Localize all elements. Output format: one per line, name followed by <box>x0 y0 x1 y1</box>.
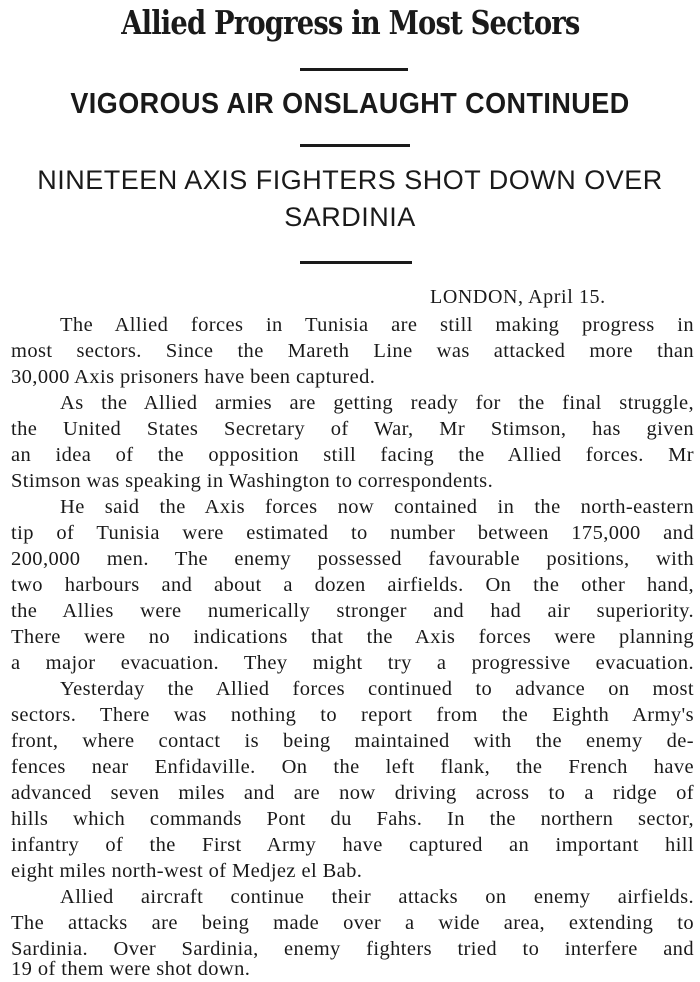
headline-divider <box>300 68 408 71</box>
body-line: Allied aircraft continue their attacks on enemy airfields. <box>60 886 694 908</box>
body-line: infantry of the First Army have captured an important hill <box>11 834 694 856</box>
body-line: 19 of them were shot down. <box>11 958 251 980</box>
body-line: most sectors. Since the Mareth Line was attacked more than <box>11 340 694 362</box>
body-line: an idea of the opposition still facing the Allied forces. Mr <box>11 444 694 466</box>
body-line: fences near Enfidaville. On the left flank, the French have <box>11 756 694 778</box>
dateline: LONDON, April 15. <box>430 286 606 308</box>
body-line: 200,000 men. The enemy possessed favourable positions, with <box>11 548 694 570</box>
deck-line: SARDINIA <box>284 202 416 232</box>
body-line: The Allied forces in Tunisia are still making progress in <box>60 314 694 336</box>
deck-line: NINETEEN AXIS FIGHTERS SHOT DOWN OVER <box>37 165 663 195</box>
body-line: eight miles north-west of Medjez el Bab. <box>11 860 363 882</box>
body-line: two harbours and about a dozen airfields. On the other hand, <box>11 574 694 596</box>
body-line: As the Allied armies are getting ready for the final struggle, <box>60 392 694 414</box>
body-line: Sardinia. Over Sardinia, enemy fighters tried to interfere and <box>11 938 694 960</box>
body-line: sectors. There was nothing to report from the Eighth Army's <box>11 704 694 726</box>
body-line: The attacks are being made over a wide area, extending to <box>11 912 694 934</box>
body-line: There were no indications that the Axis forces were planning <box>11 626 694 648</box>
body-line: 30,000 Axis prisoners have been captured. <box>11 366 376 388</box>
body-line: a major evacuation. They might try a progressive evacuation. <box>11 652 694 674</box>
body-line: Stimson was speaking in Washington to correspondents. <box>11 470 494 492</box>
main-headline: Allied Progress in Most Sectors <box>121 3 580 42</box>
deck-divider <box>300 261 412 264</box>
deck-headline <box>0 162 700 236</box>
subheadline: VIGOROUS AIR ONSLAUGHT CONTINUED <box>70 88 630 120</box>
body-line: Yesterday the Allied forces continued to advance on most <box>60 678 694 700</box>
body-line: hills which commands Pont du Fahs. In the northern sector, <box>11 808 694 830</box>
subheadline-divider <box>300 144 410 147</box>
body-line: the Allies were numerically stronger and had air superiority. <box>11 600 694 622</box>
body-line: advanced seven miles and are now driving across to a ridge of <box>11 782 694 804</box>
body-line: tip of Tunisia were estimated to number between 175,000 and <box>11 522 694 544</box>
body-line: the United States Secretary of War, Mr Stimson, has given <box>11 418 694 440</box>
body-line: He said the Axis forces now contained in the north-eastern <box>60 496 694 518</box>
body-line: front, where contact is being maintained with the enemy de- <box>11 730 694 752</box>
